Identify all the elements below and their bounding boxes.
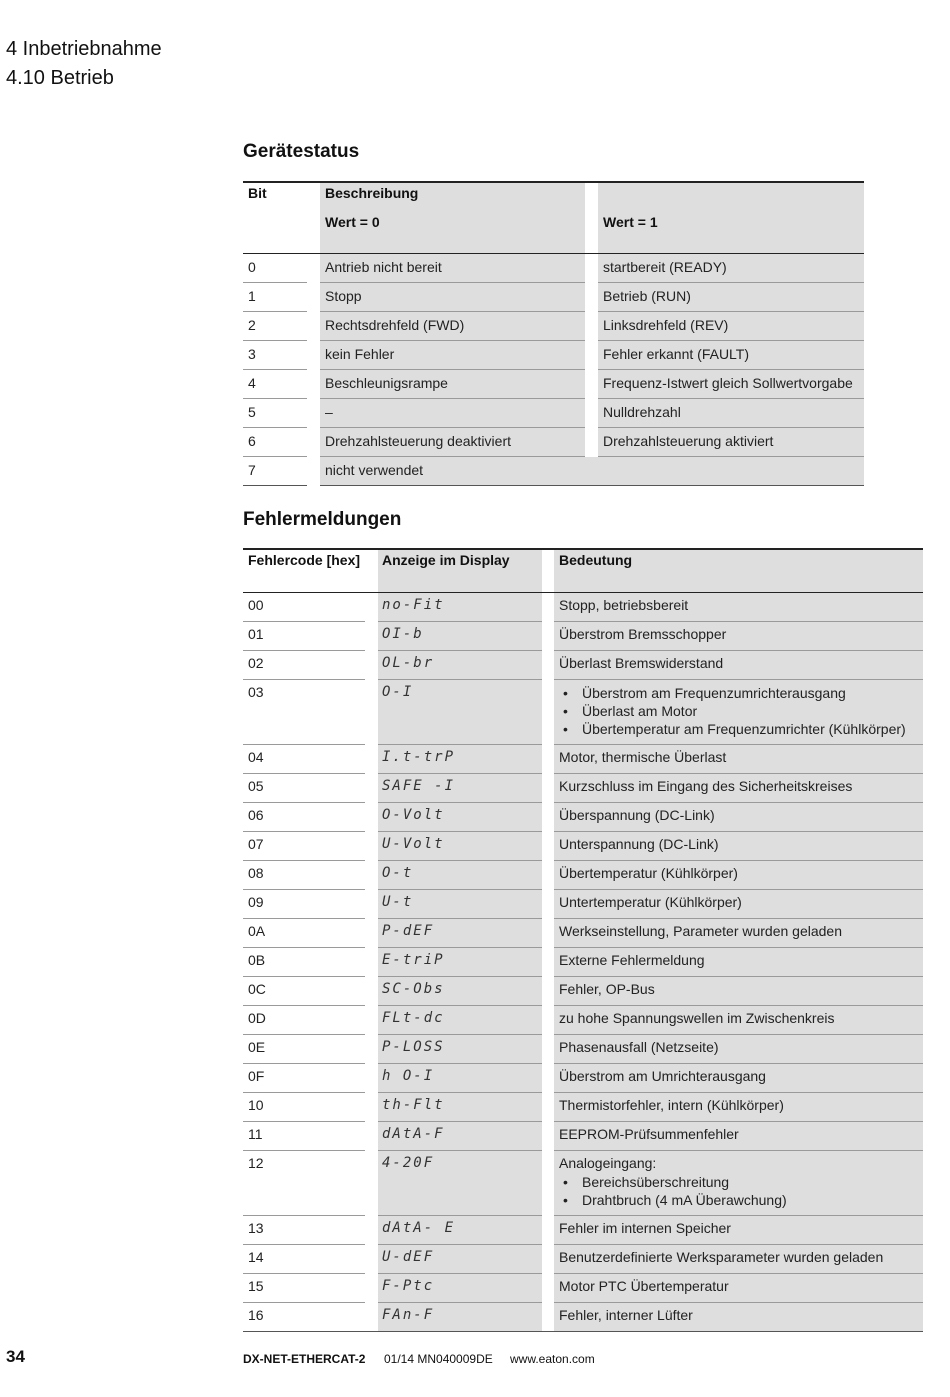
display-code: F-Ptc <box>382 1278 435 1294</box>
col-display-header: Anzeige im Display <box>382 552 510 568</box>
meaning-text: Kurzschluss im Eingang des Sicherheitskreises <box>559 778 853 794</box>
display-code: O-t <box>382 865 414 881</box>
value1-text: Drehzahlsteuerung aktiviert <box>603 433 774 449</box>
display-code: th-Flt <box>382 1097 445 1113</box>
display-code: U-dEF <box>382 1249 435 1265</box>
table-row <box>243 1245 923 1274</box>
col-value1-header: Wert = 1 <box>603 214 658 230</box>
meaning-text: Externe Fehlermeldung <box>559 952 705 968</box>
error-code: 02 <box>248 655 264 671</box>
table-row <box>243 977 923 1006</box>
display-code: FLt-dc <box>382 1010 445 1026</box>
meaning-text: Überspannung (DC-Link) <box>559 807 715 823</box>
display-code: SC-Obs <box>382 981 445 997</box>
table-row <box>243 1216 923 1245</box>
meaning-text: Phasenausfall (Netzseite) <box>559 1039 719 1055</box>
error-code: 0E <box>248 1039 266 1055</box>
display-code: P-LOSS <box>382 1039 445 1055</box>
meaning-text: Überstrom am Umrichterausgang <box>559 1068 766 1084</box>
status-row <box>243 457 864 486</box>
meaning-text: Fehler, interner Lüfter <box>559 1307 693 1323</box>
meaning-text: Unterspannung (DC-Link) <box>559 836 719 852</box>
table-row <box>243 1303 923 1332</box>
value0-text: Beschleunigsrampe <box>325 375 448 391</box>
value0-text: Drehzahlsteuerung deaktiviert <box>325 433 511 449</box>
display-code: FAn-F <box>382 1307 435 1323</box>
document-id: DX-NET-ETHERCAT-2 <box>243 1352 366 1366</box>
status-table-title: Gerätestatus <box>243 141 360 162</box>
meaning-text: Werkseinstellung, Parameter wurden geladen <box>559 923 843 939</box>
device-status-table <box>243 181 864 485</box>
display-code: dAtA-F <box>382 1126 445 1142</box>
status-row <box>243 254 864 283</box>
error-code: 03 <box>248 684 264 700</box>
error-messages-table <box>243 548 923 1328</box>
display-code: O-I <box>382 684 414 700</box>
bit-number: 5 <box>248 404 256 420</box>
error-code: 06 <box>248 807 264 823</box>
section-heading: 4.10 Betrieb <box>6 67 114 89</box>
bit-number: 4 <box>248 375 256 391</box>
error-code: 0D <box>248 1010 266 1026</box>
display-code: E-triP <box>382 952 445 968</box>
bit-number: 3 <box>248 346 256 362</box>
error-code: 14 <box>248 1249 264 1265</box>
value0-text: nicht verwendet <box>325 462 424 478</box>
status-row <box>243 341 864 370</box>
bit-number: 7 <box>248 462 256 478</box>
display-code: OI-b <box>382 626 424 642</box>
meaning-text: Analogeingang: <box>559 1155 657 1171</box>
value1-text: Fehler erkannt (FAULT) <box>603 346 750 362</box>
display-code: no-Fit <box>382 597 445 613</box>
meaning-bullet: • Überlast am Motor <box>559 702 906 720</box>
value0-text: Antrieb nicht bereit <box>325 259 442 275</box>
col-bit-header: Bit <box>248 185 267 201</box>
meaning-text: Übertemperatur (Kühlkörper) <box>559 865 738 881</box>
status-row <box>243 312 864 341</box>
value0-cell <box>320 399 585 428</box>
table-row <box>243 1064 923 1093</box>
meaning-text: Motor, thermische Überlast <box>559 749 727 765</box>
error-code: 09 <box>248 894 264 910</box>
error-code: 0F <box>248 1068 265 1084</box>
meaning-text: Thermistorfehler, intern (Kühlkörper) <box>559 1097 784 1113</box>
meaning-bullet: • Drahtbruch (4 mA Überawchung) <box>559 1191 787 1209</box>
value0-text: – <box>325 404 333 420</box>
table-row <box>243 1006 923 1035</box>
error-code: 13 <box>248 1220 264 1236</box>
col-description-header: Beschreibung <box>325 185 419 201</box>
meaning-text: zu hohe Spannungswellen im Zwischenkreis <box>559 1010 835 1026</box>
meaning-bullet-list <box>559 1173 787 1209</box>
error-code: 16 <box>248 1307 264 1323</box>
table-row <box>243 593 923 622</box>
col-meaning-header: Bedeutung <box>559 552 633 568</box>
meaning-text: Benutzerdefinierte Werksparameter wurden geladen <box>559 1249 884 1265</box>
error-code: 10 <box>248 1097 264 1113</box>
status-row <box>243 370 864 399</box>
display-code: U-t <box>382 894 414 910</box>
table-row <box>243 890 923 919</box>
meaning-text: Fehler, OP-Bus <box>559 981 655 997</box>
display-code: OL-br <box>382 655 435 671</box>
table-row <box>243 803 923 832</box>
display-code: 4-20F <box>382 1155 435 1171</box>
meaning-text: Untertemperatur (Kühlkörper) <box>559 894 742 910</box>
meaning-text: Überlast Bremswiderstand <box>559 655 724 671</box>
display-code: h O-I <box>382 1068 435 1084</box>
value0-text: kein Fehler <box>325 346 395 362</box>
value1-text: Nulldrehzahl <box>603 404 681 420</box>
value1-text: Betrieb (RUN) <box>603 288 691 304</box>
meaning-bullet-list <box>559 684 906 738</box>
value0-text: Stopp <box>325 288 362 304</box>
status-row <box>243 399 864 428</box>
table-row <box>243 680 923 745</box>
meaning-text: Überstrom Bremsschopper <box>559 626 727 642</box>
display-code: dAtA- E <box>382 1220 456 1236</box>
meaning-bullet: • Übertemperatur am Frequenzumrichter (Kühlkörper) <box>559 720 906 738</box>
table-row <box>243 919 923 948</box>
display-code: SAFE -I <box>382 778 456 794</box>
error-code: 04 <box>248 749 264 765</box>
table-row <box>243 1122 923 1151</box>
value1-text: Frequenz-Istwert gleich Sollwertvorgabe <box>603 375 853 391</box>
error-code: 05 <box>248 778 264 794</box>
meaning-text: Fehler im internen Speicher <box>559 1220 731 1236</box>
table-row <box>243 832 923 861</box>
display-code: U-Volt <box>382 836 445 852</box>
error-code: 11 <box>248 1126 263 1142</box>
display-code: O-Volt <box>382 807 445 823</box>
bit-number: 1 <box>248 288 256 304</box>
meaning-bullet: • Bereichsüberschreitung <box>559 1173 787 1191</box>
display-code: I.t-trP <box>382 749 456 765</box>
meaning-text: EEPROM-Prüfsummenfehler <box>559 1126 739 1142</box>
chapter-heading: 4 Inbetriebnahme <box>6 38 162 60</box>
error-code: 01 <box>248 626 264 642</box>
table-row <box>243 1151 923 1216</box>
table-row <box>243 651 923 680</box>
website: www.eaton.com <box>510 1352 595 1366</box>
value1-text: Linksdrehfeld (REV) <box>603 317 729 333</box>
display-code: P-dEF <box>382 923 435 939</box>
error-code: 0B <box>248 952 266 968</box>
status-row <box>243 283 864 312</box>
error-code: 15 <box>248 1278 264 1294</box>
error-code: 12 <box>248 1155 264 1171</box>
table-row <box>243 1093 923 1122</box>
value0-text: Rechtsdrehfeld (FWD) <box>325 317 465 333</box>
table-bottom-rule <box>243 1331 923 1332</box>
bit-number: 0 <box>248 259 256 275</box>
page-number: 34 <box>6 1347 25 1366</box>
table-row <box>243 774 923 803</box>
table-row <box>243 1274 923 1303</box>
bit-number: 2 <box>248 317 256 333</box>
document-info: 01/14 MN040009DE <box>384 1352 493 1366</box>
col-code-header: Fehlercode [hex] <box>248 552 361 568</box>
table-row <box>243 622 923 651</box>
error-code: 07 <box>248 836 264 852</box>
bit-number: 6 <box>248 433 256 449</box>
error-code: 08 <box>248 865 264 881</box>
table-row <box>243 948 923 977</box>
status-row <box>243 428 864 457</box>
error-code: 0C <box>248 981 266 997</box>
table-row <box>243 745 923 774</box>
table-row <box>243 861 923 890</box>
error-code: 0A <box>248 923 266 939</box>
table-row <box>243 1035 923 1064</box>
error-table-title: Fehlermeldungen <box>243 509 402 530</box>
meaning-bullet: • Überstrom am Frequenzumrichterausgang <box>559 684 906 702</box>
meaning-text: Motor PTC Übertemperatur <box>559 1278 729 1294</box>
error-code: 00 <box>248 597 264 613</box>
meaning-text: Stopp, betriebsbereit <box>559 597 689 613</box>
col-value0-header: Wert = 0 <box>325 214 380 230</box>
value1-text: startbereit (READY) <box>603 259 727 275</box>
